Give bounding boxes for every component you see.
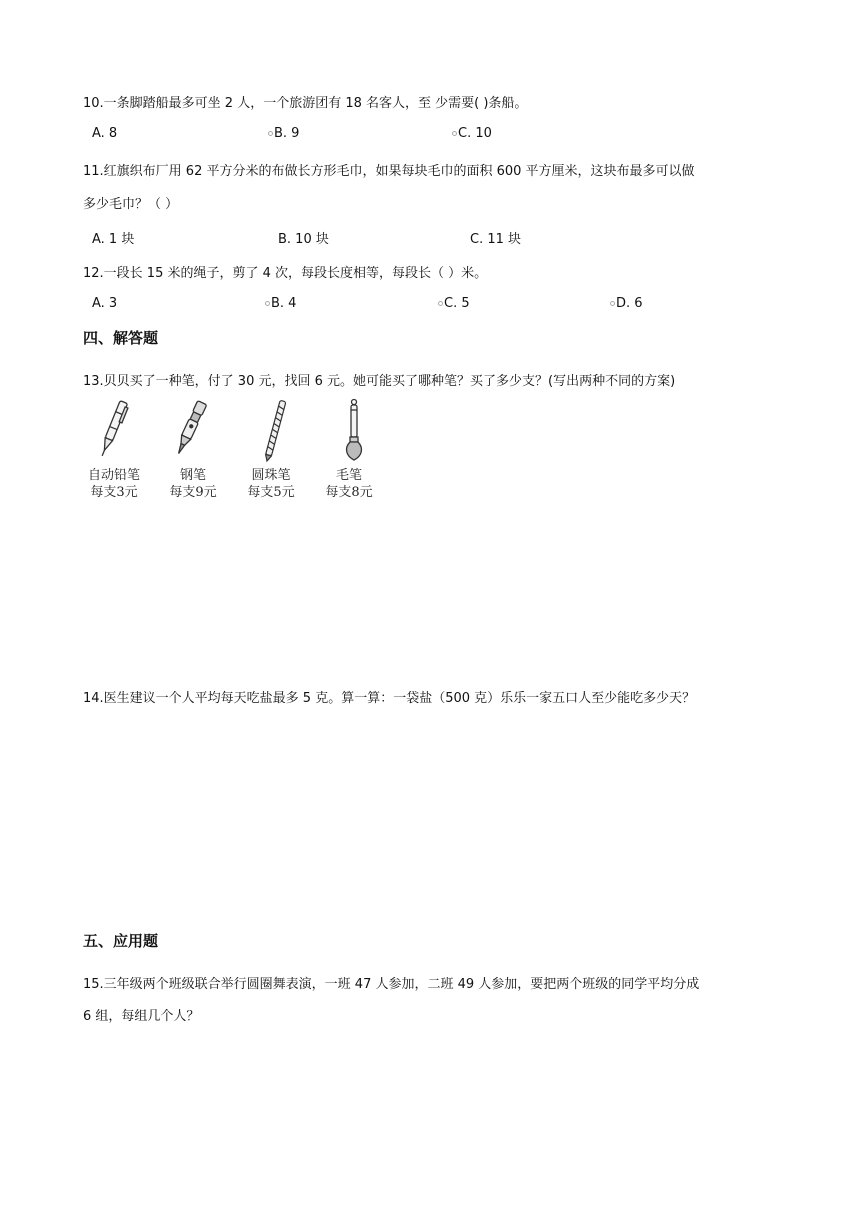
- option-c: C. 5: [438, 296, 470, 311]
- ballpoint-pen-icon: [255, 398, 295, 464]
- pen-price: 每支5元: [247, 485, 295, 500]
- option-d: D. 6: [610, 296, 643, 311]
- dot-icon: [268, 131, 273, 136]
- question-15-line-2: 6 组，每组几个人？: [83, 1009, 200, 1024]
- question-11-line-2: 多少毛巾？（ ）: [83, 197, 179, 212]
- section-heading-5: 五、应用题: [83, 932, 159, 950]
- dot-icon: [438, 301, 443, 306]
- dot-icon: [452, 131, 457, 136]
- pen-name: 自动铅笔: [87, 468, 140, 483]
- option-b: B. 4: [265, 296, 296, 311]
- mechanical-pencil-icon: [93, 398, 133, 460]
- pen-price: 每支8元: [325, 485, 373, 500]
- option-c: C. 11 块: [470, 232, 522, 247]
- option-a: A. 3: [92, 296, 118, 311]
- question-14-text: 14.医生建议一个人平均每天吃盐最多 5 克。算一算：一袋盐（500 克）乐乐一家五口人至少能吃多少天？: [83, 691, 696, 706]
- pen-name: 毛笔: [335, 468, 362, 483]
- option-c: C. 10: [452, 126, 492, 141]
- dot-icon: [610, 301, 615, 306]
- option-b: B. 10 块: [278, 232, 329, 247]
- pen-label-ballpoint-pen: [236, 467, 306, 501]
- dot-icon: [265, 301, 270, 306]
- pen-label-mechanical-pencil: [79, 467, 149, 501]
- brush-pen-icon: [338, 398, 368, 464]
- question-11-line-1: 11.红旗织布厂用 62 平方分米的布做长方形毛巾，如果每块毛巾的面积 600 平方厘米，这块布最多可以做: [83, 164, 695, 179]
- section-heading-4: 四、解答题: [83, 329, 159, 347]
- question-12-text: 12.一段长 15 米的绳子，剪了 4 次，每段长度相等，每段长（ ）米。: [83, 266, 488, 281]
- pen-price: 每支9元: [169, 485, 217, 500]
- fountain-pen-icon: [170, 398, 210, 460]
- option-a: A. 8: [92, 126, 118, 141]
- question-13-text: 13.贝贝买了一种笔，付了 30 元，找回 6 元。她可能买了哪种笔？买了多少支？(写出两种不同的方案): [83, 374, 676, 389]
- question-10-text: 10.一条脚踏船最多可坐 2 人，一个旅游团有 18 名客人，至 少需要( )条船。: [83, 96, 528, 111]
- pen-price: 每支3元: [90, 485, 138, 500]
- pen-name: 圆珠笔: [251, 468, 291, 483]
- pen-label-fountain-pen: [158, 467, 228, 501]
- option-b: B. 9: [268, 126, 299, 141]
- question-15-line-1: 15.三年级两个班级联合举行圆圈舞表演，一班 47 人参加，二班 49 人参加，要把两个班级的同学平均分成: [83, 977, 700, 992]
- pen-name: 钢笔: [179, 468, 206, 483]
- pen-label-brush-pen: [314, 467, 384, 501]
- option-a: A. 1 块: [92, 232, 135, 247]
